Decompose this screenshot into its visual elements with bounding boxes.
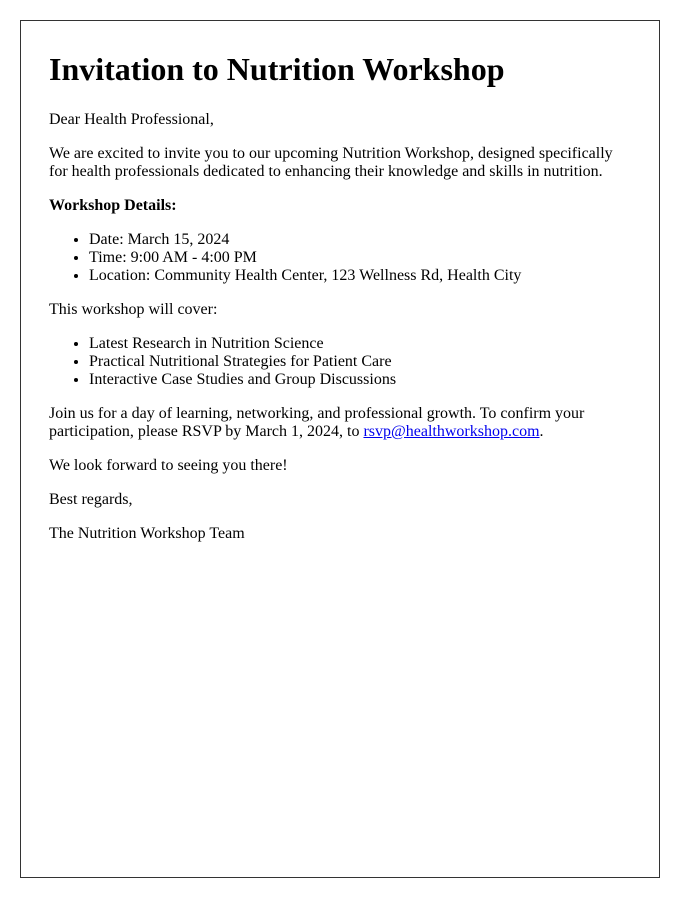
intro-paragraph: We are excited to invite you to our upcoming Nutrition Workshop, designed specifically for health professionals dedicated to enhancing their knowledge and skills in nutrition. [49, 145, 613, 180]
detail-time: • Time: 9:00 AM - 4:00 PM [89, 249, 631, 267]
coverage-item: • Latest Research in Nutrition Science [89, 335, 631, 353]
details-list [49, 231, 631, 285]
join-text: Join us for a day of learning, networking, and professional growth. To confirm your participation, please RSVP by March 1, 2024, to [49, 405, 585, 440]
join-paragraph [49, 405, 631, 441]
detail-location: • Location: Community Health Center, 123 Wellness Rd, Health City [89, 267, 631, 285]
greeting: Dear Health Professional, [49, 111, 214, 128]
coverage-item: • Interactive Case Studies and Group Discussions [89, 371, 631, 389]
coverage-item: • Practical Nutritional Strategies for Patient Care [89, 353, 631, 371]
regards-line: Best regards, [49, 491, 133, 508]
details-heading: Workshop Details: [49, 197, 177, 214]
page-title: Invitation to Nutrition Workshop [49, 51, 505, 87]
rsvp-email-link[interactable]: rsvp@healthworkshop.com [363, 423, 540, 440]
join-end: . [539, 423, 544, 440]
closing-line: We look forward to seeing you there! [49, 457, 288, 474]
coverage-intro: This workshop will cover: [49, 301, 218, 318]
invitation-letter [20, 20, 660, 878]
signature: The Nutrition Workshop Team [49, 525, 245, 542]
coverage-list [49, 335, 631, 389]
detail-date: • Date: March 15, 2024 [89, 231, 631, 249]
